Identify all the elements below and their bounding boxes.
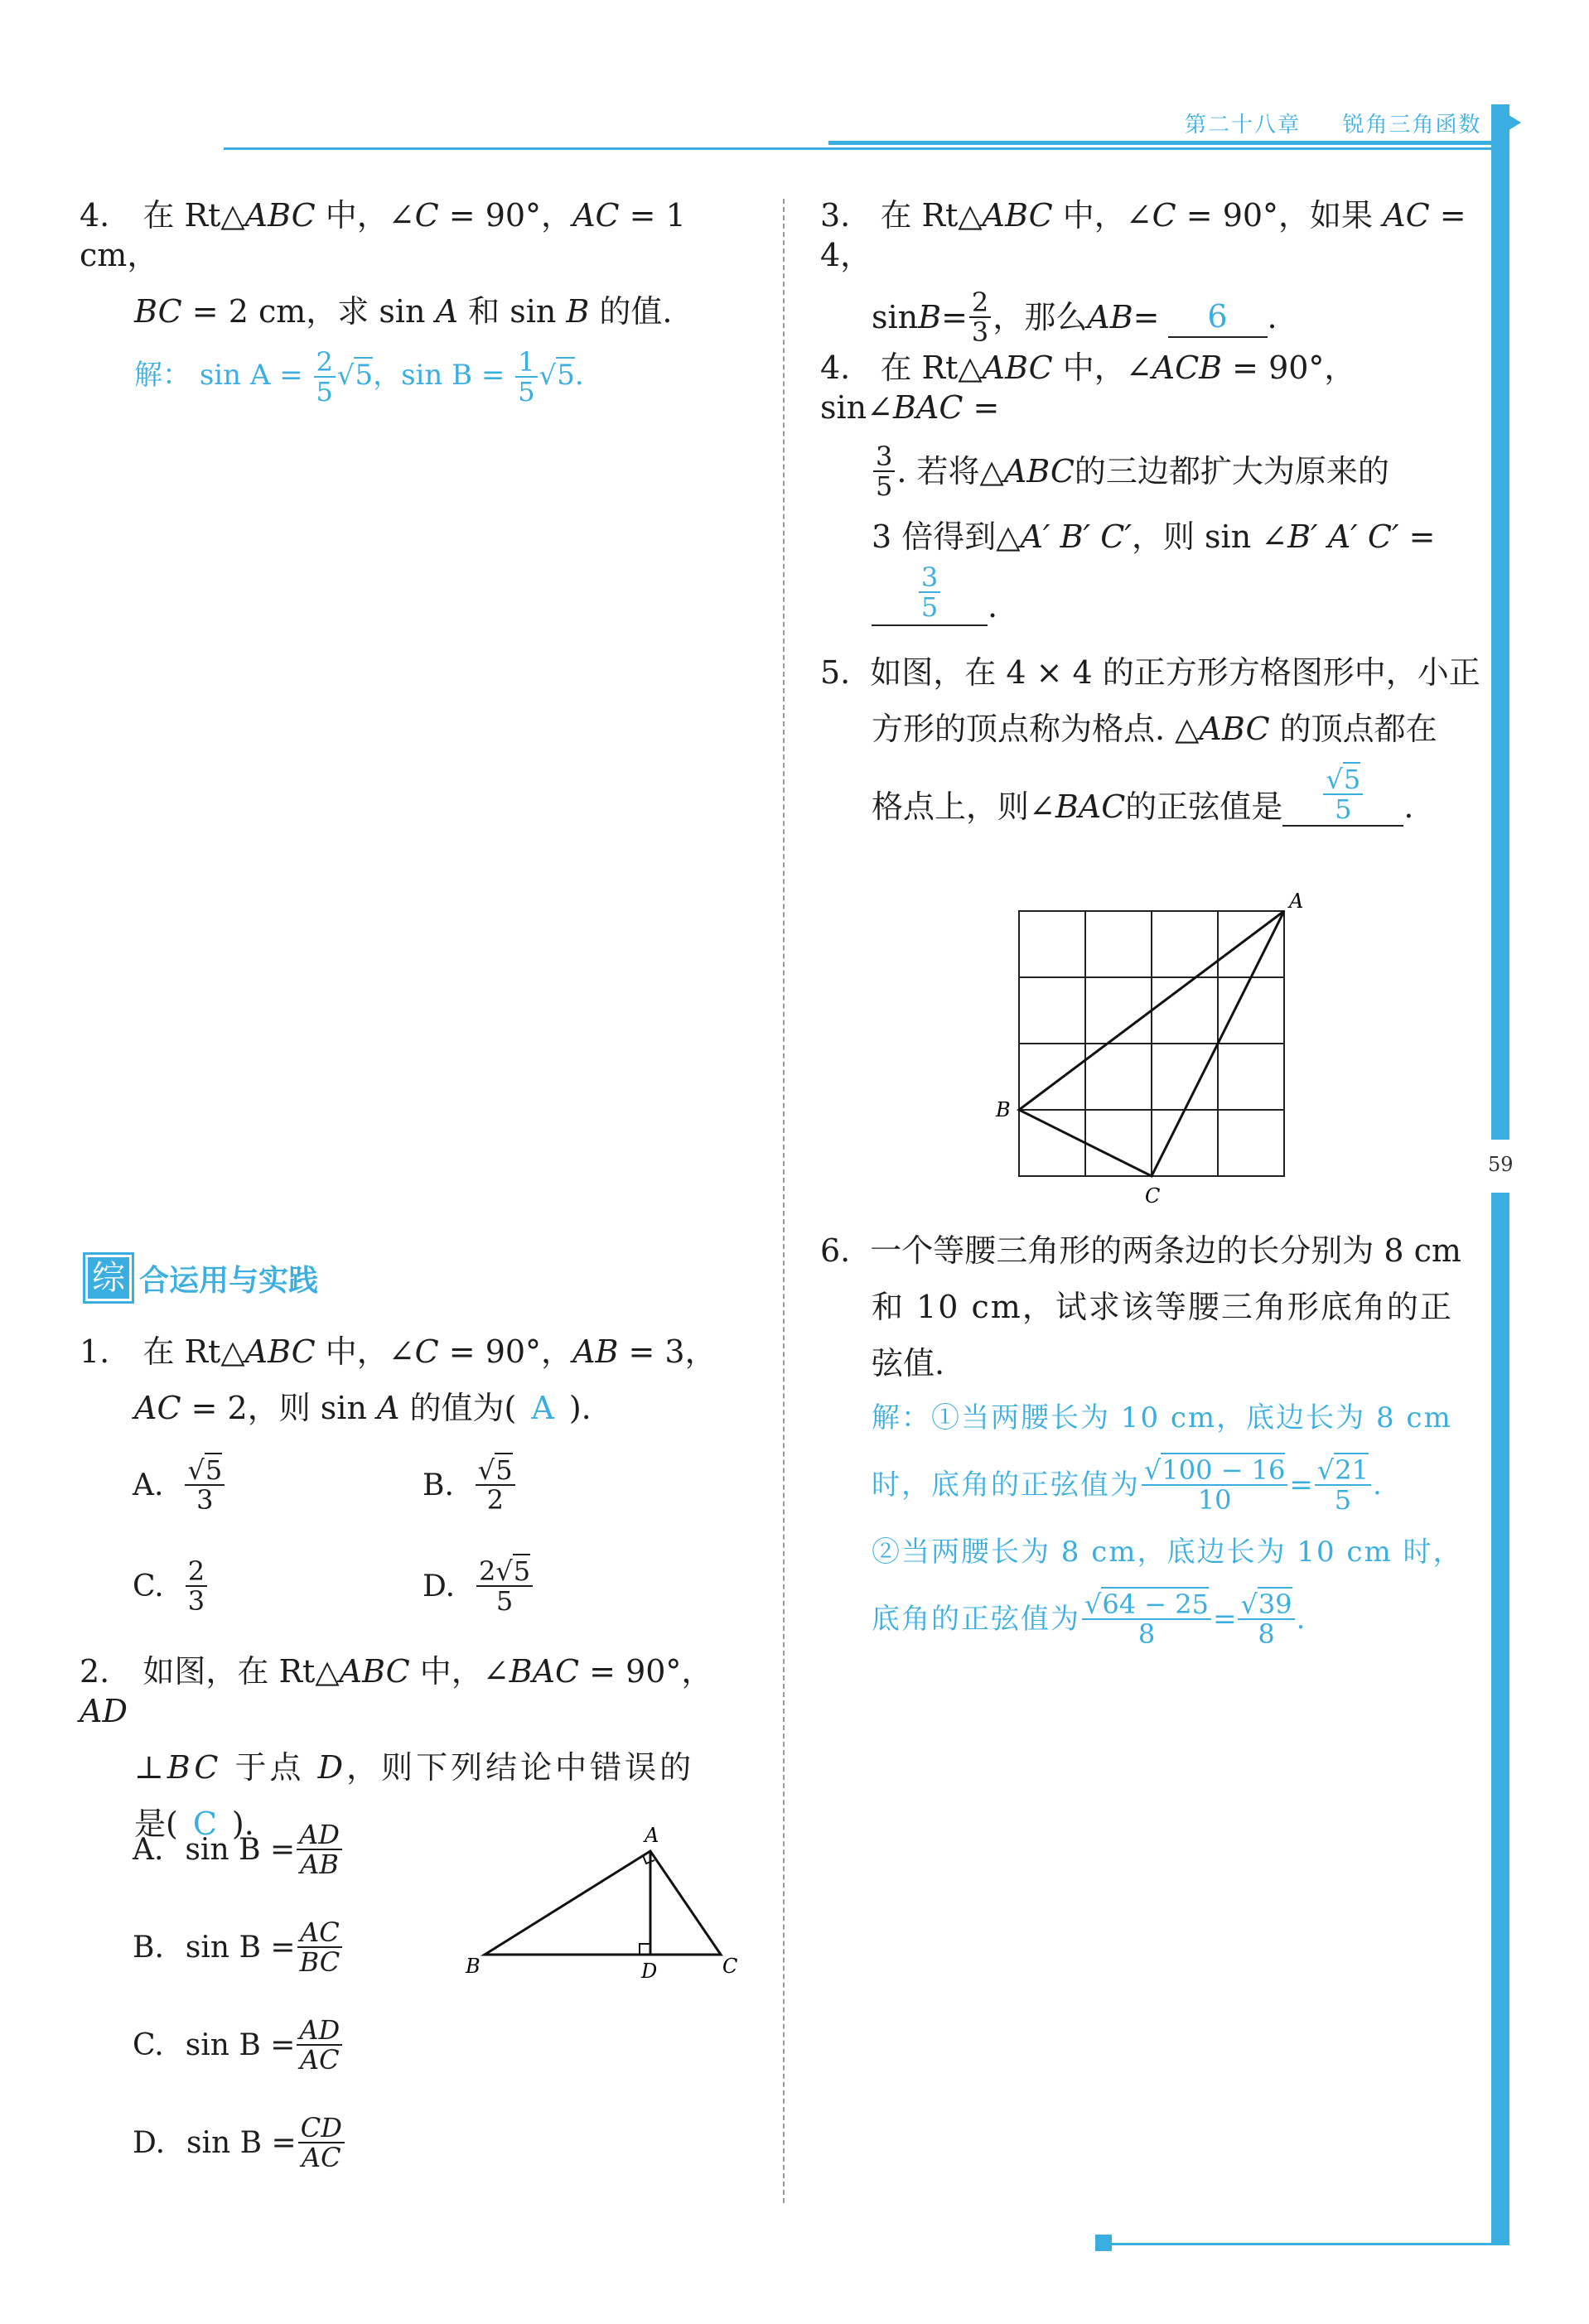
side-border-notch	[1491, 104, 1521, 141]
answer-blank[interactable]: $\frac{3}{5}$	[872, 563, 988, 626]
option-c[interactable]: C. $\frac{2}{3}$	[133, 1557, 209, 1615]
label-c: C	[1145, 1184, 1161, 1208]
label-b: B	[996, 1098, 1011, 1121]
left-question-4: 4. 在 Rt△ABC 中，∠C = 90°，AC = 1 cm， BC = 2 cm，求 sin A 和 sin B 的值. 解： sin A = $\frac{2}{5}$ √5，sin B = $\frac{1}{5}$ √5.	[80, 195, 742, 406]
page-number: 59	[1488, 1153, 1514, 1176]
solution: 解：①当两腰长为 10 cm，底边长为 8 cm 时，底角的正弦值为 $\frac{√100 - 16}{10}$ = $\frac{√21}{5}$ . ②当两腰长为 8 cm，底边长为 10 cm 时， 底角的正弦值为 $\frac{√64 - 25}{8}$ = $\frac{√39}{8}$ .	[872, 1401, 1463, 1650]
right-angle-d	[640, 1944, 650, 1955]
grid-lines	[1019, 911, 1284, 1176]
label-c: C	[722, 1955, 738, 1978]
triangle-abc	[485, 1851, 721, 1955]
side-border-lower	[1491, 1193, 1509, 2244]
option-c[interactable]: C. sin B = $\frac{AD}{AC}$	[133, 2016, 344, 2074]
answer-blank[interactable]: $\frac{√5}{5}$	[1282, 765, 1403, 827]
grid-figure	[986, 878, 1317, 1209]
right-question-6: 6. 一个等腰三角形的两条边的长分别为 8 cm 和 10 cm，试求该等腰三角形底角的正 弦值. 解：①当两腰长为 10 cm，底边长为 8 cm 时，底角的正弦值为 $\frac{√100 - 16}{10}$ = $\frac{√21}{5}$ . ②当两腰长为 8 cm，底边长为 10 cm 时， 底角的正弦值为 $\frac{√64 - 25}{8}$ = $\frac{√39}{8}$ .	[820, 1231, 1491, 1648]
label-a: A	[1289, 890, 1304, 913]
option-b[interactable]: B. $\frac{√5}{2}$	[423, 1456, 517, 1514]
section-badge: 综	[83, 1252, 134, 1304]
header-rule	[224, 147, 1500, 150]
label-b: B	[466, 1955, 481, 1978]
answer: A	[531, 1390, 554, 1426]
left-question-s2: 2. 如图，在 Rt△ABC 中，∠BAC = 90°，AD ⊥BC 于点 D，则下列结论中错误的 是( C ).	[80, 1653, 713, 1842]
option-d[interactable]: D. $\frac{2√5}{5}$	[423, 1557, 534, 1615]
section-header	[83, 1252, 318, 1304]
right-question-4: 4. 在 Rt△ABC 中，∠ACB = 90°，sin∠BAC = $\frac{3}{5}$ . 若将△ ABC 的三边都扩大为原来的 3 倍得到△A′ B′ C′，则 sin ∠B′ A′ C′ = $\frac{3}{5}$ .	[820, 350, 1436, 624]
option-a[interactable]: A. sin B = $\frac{AD}{AB}$	[133, 1820, 344, 1878]
right-question-3: 3. 在 Rt△ABC 中，∠C = 90°，如果 AC = 4， sin B = $\frac{2}{3}$ ，那么 AB = 6 .	[820, 197, 1466, 348]
triangle-figure	[456, 1822, 754, 1988]
answer-blank[interactable]: 6	[1168, 297, 1268, 338]
option-b[interactable]: B. sin B = $\frac{AC}{BC}$	[133, 1918, 344, 1976]
label-d: D	[641, 1960, 658, 1983]
header-rule-accent	[828, 141, 1500, 145]
option-d[interactable]: D. sin B = $\frac{CD}{AC}$	[133, 2114, 346, 2172]
right-question-5: 5. 如图，在 4 × 4 的正方形方格图形中，小正 方形的顶点称为格点. △ABC 的顶点都在 格点上，则∠ BAC 的正弦值是 $\frac{√5}{5}$ .	[820, 654, 1480, 825]
left-question-s1: 1. 在 Rt△ABC 中，∠C = 90°，AB = 3， AC = 2，则 sin A 的值为( A ).	[80, 1333, 717, 1426]
topic-label: 锐角三角函数	[1342, 113, 1482, 137]
solution: 解： sin A = $\frac{2}{5}$ √5，sin B = $\frac{1}{5}$ √5.	[134, 346, 584, 407]
chapter-label: 第二十八章	[1185, 113, 1302, 137]
answer: C	[192, 1806, 217, 1842]
question-number: 4.	[80, 197, 110, 234]
side-border	[1491, 104, 1509, 1140]
column-divider	[783, 199, 785, 2203]
section-title: 合运用与实践	[139, 1263, 319, 1298]
bottom-rule	[1102, 2243, 1509, 2245]
label-a: A	[645, 1824, 659, 1847]
chapter-header	[1185, 108, 1482, 138]
option-a[interactable]: A. $\frac{√5}{3}$	[133, 1456, 226, 1514]
bottom-square	[1095, 2235, 1112, 2251]
